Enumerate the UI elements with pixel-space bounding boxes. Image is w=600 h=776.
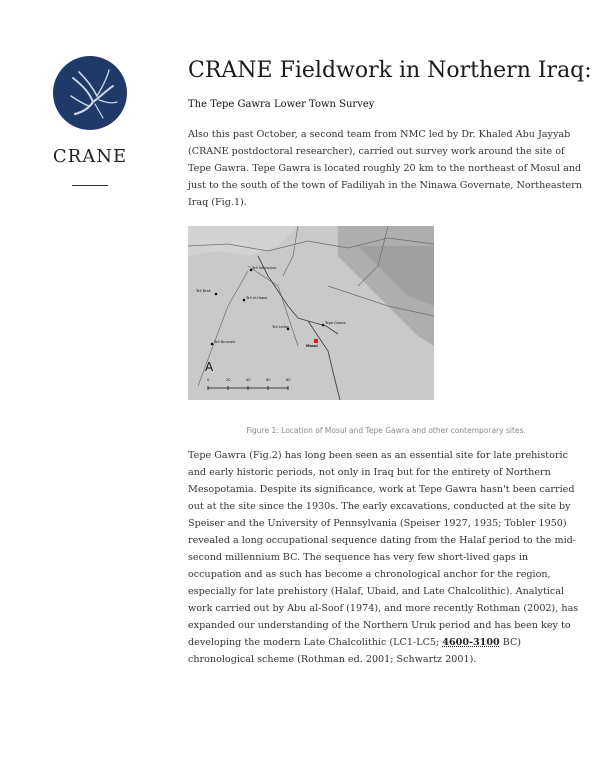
intro-paragraph: Also this past October, a second team from NMC led by Dr. Khaled Abu Jayyab (CRANE postdoctoral researcher), carried out survey work around the site of Tepe Gawra. Tepe Gawra is located roughly 20 km to the northeast of Mosul and just to the south of the town of Fadiliyah in the Ninawa Governate, Northeastern Iraq (Fig.1). [188, 129, 582, 208]
map-terrain [188, 226, 434, 400]
map-site-label: Tell el-Hawa [246, 296, 267, 300]
article-subtitle: The Tepe Gawra Lower Town Survey [188, 99, 375, 110]
map-site-label: Tell Brak [196, 289, 211, 293]
date-range-link[interactable]: 4600-3100 [442, 637, 500, 648]
map-site-label: Tepe Gawra [325, 321, 346, 325]
page-title: CRANE Fieldwork in Northern Iraq: [188, 58, 592, 83]
map-scale-label: 20 [226, 378, 231, 382]
map-scale-label: 40 [246, 378, 251, 382]
figure-caption: Figure 1: Location of Mosul and Tepe Gawra and other contemporary sites. [246, 426, 526, 435]
map-site-label: Tell Leilan [272, 325, 290, 329]
crane-bird-icon [53, 56, 127, 130]
location-map[interactable] [188, 226, 434, 400]
brand-name: CRANE [52, 146, 128, 167]
north-arrow-icon: A [205, 360, 214, 374]
body-paragraph [188, 447, 584, 668]
map-scale-label: 0 [207, 378, 210, 382]
tepe-gawra-marker [314, 339, 318, 343]
map-scale-label: 80 [286, 378, 291, 382]
crane-logo[interactable] [53, 56, 127, 130]
sidebar [52, 56, 128, 186]
sidebar-divider [72, 185, 108, 186]
body-text-after: BC) chronological scheme (Rothman ed. 2001; Schwartz 2001). [188, 637, 522, 665]
map-site-label: Tell Nineveh [214, 340, 236, 344]
map-scale-label: 60 [266, 378, 271, 382]
article [188, 56, 592, 668]
body-text-before: Tepe Gawra (Fig.2) has long been seen as an essential site for late prehistoric and early historic periods, not only in Iraq but for the entirety of Northern Mesopotamia. Despite its significance, work at Tepe Gawra hasn't been carried out at the site since the 1930s. The early excavations, conducted at the site by Speiser and the University of Pennsylvania (Speiser 1927, 1935; Tobler 1950) revealed a long occupational sequence dating from the Halaf period to the mid-second millennium BC. The sequence has very few short-lived gaps in occupation and as such has become a chronological anchor for the region, especially for late prehistory (Halaf, Ubaid, and Late Chalcolithic). Analytical work carried out by Abu al-Soof (1974), and more recently Rothman (2002), has expanded our understanding of the Northern Uruk period and has been key to developing the modern Late Chalcolithic (LC1-LC5; [188, 450, 579, 648]
map-site-label: Mosul [306, 344, 318, 348]
map-site-label: Tell Hamoukar [252, 266, 277, 270]
